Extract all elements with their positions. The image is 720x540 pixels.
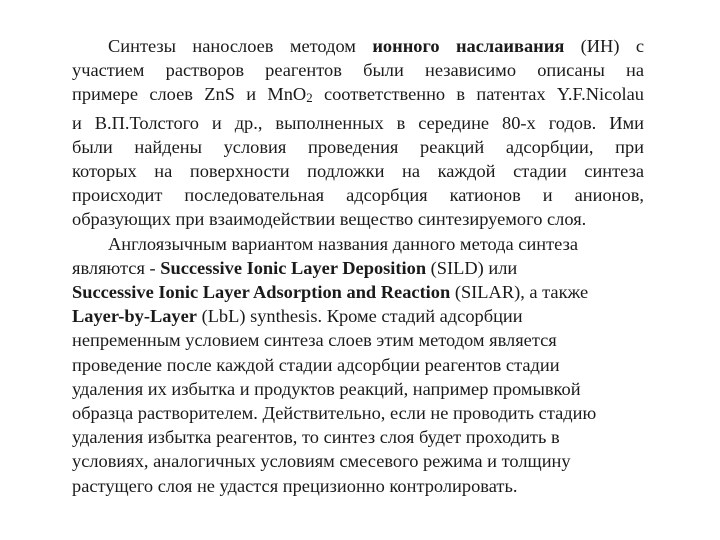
text-line: Синтезы нанослоев методом ионного наслаивания (ИН) с [108, 36, 644, 56]
text-line: непременным условием синтеза слоев этим методом является [72, 330, 557, 351]
paragraph-1 [72, 34, 644, 232]
text-line: являются - Successive Ionic Layer Deposition (SILD) или [72, 257, 518, 278]
bold-term: Layer-by-Layer [72, 306, 197, 327]
text-line: удаления их избытка и продуктов реакций, например промывкой [72, 378, 581, 399]
text-line: примере слоев ZnS и MnO$_2$ соответственно в патентах Y.F.Nicolau [72, 84, 644, 106]
document-page [72, 34, 644, 498]
bold-term: Successive Ionic Layer Deposition [160, 257, 427, 278]
text-line: Successive Ionic Layer Adsorption and Reaction (SILAR), а также [72, 281, 589, 302]
text-line: образующих при взаимодействии вещество синтезируемого слоя. [72, 209, 587, 230]
bold-term: Successive Ionic Layer Adsorption and Reaction [72, 281, 451, 302]
paragraph-2 [72, 232, 644, 498]
bold-term: ионного наслаивания [372, 36, 565, 56]
text-line: участием растворов реагентов были независимо описаны на [72, 60, 644, 81]
text-line: которых на поверхности подложки на каждой стадии синтеза [72, 160, 644, 181]
text-line: условиях, аналогичных условиям смесевого режима и толщину [72, 451, 571, 472]
text-line: Англоязычным вариантом названия данного метода синтеза [108, 233, 579, 254]
text-line: были найдены условия проведения реакций адсорбции, при [72, 136, 644, 157]
text-line: растущего слоя не удастся прецизионно контролировать. [72, 475, 518, 496]
text-line: происходит последовательная адсорбция катионов и анионов, [72, 185, 644, 206]
subscript: 2 [306, 91, 313, 106]
text-line: удаления избытка реагентов, то синтез слоя будет проходить в [72, 427, 560, 448]
text-line: Layer-by-Layer (LbL) synthesis. Кроме стадий адсорбции [72, 306, 523, 327]
text-line: образца растворителем. Действительно, если не проводить стадию [72, 402, 597, 423]
text-line: и В.П.Толстого и др., выполненных в середине 80-х годов. Ими [72, 112, 644, 133]
text-line: проведение после каждой стадии адсорбции реагентов стадии [72, 354, 560, 375]
